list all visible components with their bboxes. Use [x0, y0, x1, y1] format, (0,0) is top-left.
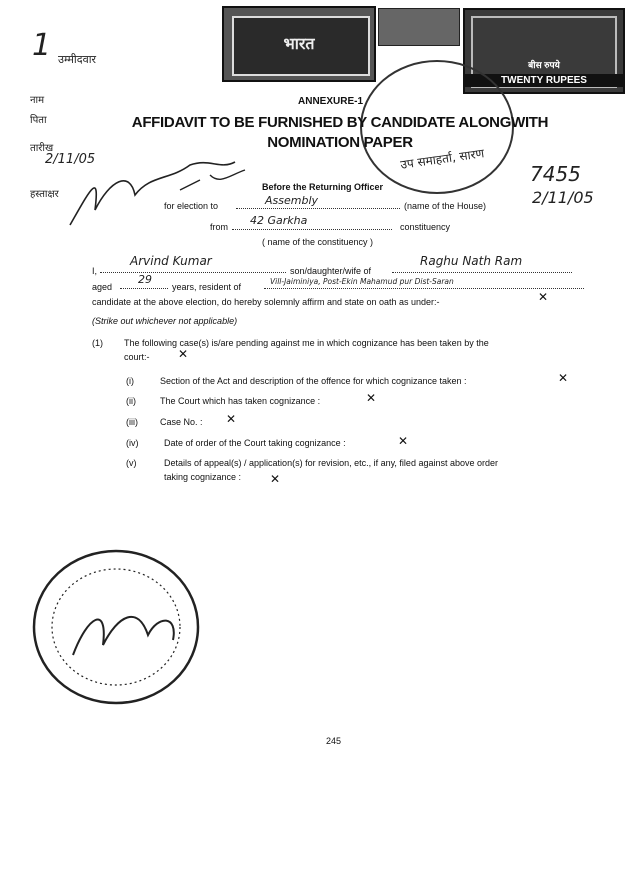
constituency-label: constituency [400, 222, 451, 232]
name-value: Arvind Kumar [130, 254, 212, 268]
affidavit-title-line1: AFFIDAVIT TO BE FURNISHED BY CANDIDATE ALONGWITH [131, 114, 549, 131]
item-v-number: (v) [126, 458, 137, 468]
father-value: Raghu Nath Ram [420, 254, 523, 268]
strike-mark-iii: ✕ [226, 412, 237, 426]
relation-label: son/daughter/wife of [290, 266, 372, 276]
strike-mark-i: ✕ [558, 371, 569, 385]
margin-note-2: नाम [30, 95, 45, 106]
constituency-name-label: ( name of the constituency ) [262, 237, 374, 247]
years-label: years, resident of [172, 282, 242, 292]
item-v-text-cont: taking cognizance : [164, 472, 242, 482]
stamp-top-strip [378, 8, 460, 46]
receipt-date: 2/11/05 [532, 188, 594, 207]
item-iii-text: Case No. : [160, 417, 203, 427]
i-label: I, [92, 266, 98, 276]
margin-note-1: उम्मीदवार [58, 53, 97, 66]
section-1-text: The following case(s) is/are pending against me in which cognizance has been taken by the [124, 338, 489, 348]
receipt-seal-text: उप समाहर्ता, सारण [399, 146, 485, 172]
margin-number: 1 [32, 28, 52, 63]
strike-mark-oath: ✕ [538, 290, 549, 304]
margin-note-3: पिता [30, 115, 47, 126]
strike-mark-iv: ✕ [398, 434, 409, 448]
from-label: from [210, 222, 228, 232]
constituency-value: 42 Garkha [250, 214, 308, 227]
item-iv-text: Date of order of the Court taking cognizance : [164, 438, 346, 448]
item-v-text: Details of appeal(s) / application(s) for revision, etc., if any, filed against above order [164, 458, 498, 468]
item-iv-number: (iv) [126, 438, 139, 448]
strike-mark-ii: ✕ [366, 391, 377, 405]
age-value: 29 [138, 273, 152, 286]
margin-note-4: तारीख [30, 143, 54, 154]
section-1-text-cont: court:- [124, 352, 150, 362]
stamp-right-value: TWENTY RUPEES [465, 74, 623, 87]
item-i-number: (i) [126, 376, 134, 386]
for-election-label: for election to [164, 201, 219, 211]
section-1-number: (1) [92, 338, 103, 348]
page-number: 245 [326, 736, 342, 746]
item-i-text: Section of the Act and description of the offence for which cognizance taken : [160, 376, 467, 386]
residence-value: Vill-Jaiminiya, Post-Ekin Mahamud pur Dist-Saran [270, 277, 454, 286]
stamp-left-text: भारत [283, 36, 315, 53]
stamp-right-hindi: बीस रुपये [528, 60, 560, 70]
signature-top [60, 150, 260, 240]
receipt-number: 7455 [530, 162, 581, 186]
house-label: (name of the House) [404, 201, 487, 211]
oath-text: candidate at the above election, do hereby solemnly affirm and state on oath as under:- [92, 297, 440, 307]
aged-label: aged [92, 282, 113, 292]
strike-mark-court: ✕ [178, 347, 189, 361]
affidavit-title-line2: NOMINATION PAPER [267, 134, 413, 151]
house-value: Assembly [265, 194, 319, 207]
before-returning-officer: Before the Returning Officer [262, 182, 384, 192]
item-iii-number: (iii) [126, 417, 138, 427]
margin-note-6: हस्ताक्षर [30, 189, 59, 200]
annexure-label: ANNEXURE-1 [298, 96, 364, 107]
official-seal [28, 545, 203, 710]
court-fee-stamp-left [222, 6, 376, 82]
item-ii-text: The Court which has taken cognizance : [160, 396, 321, 406]
item-ii-number: (ii) [126, 396, 136, 406]
strike-note: (Strike out whichever not applicable) [92, 316, 238, 326]
margin-date: 2/11/05 [45, 152, 96, 167]
strike-mark-v: ✕ [270, 472, 281, 486]
